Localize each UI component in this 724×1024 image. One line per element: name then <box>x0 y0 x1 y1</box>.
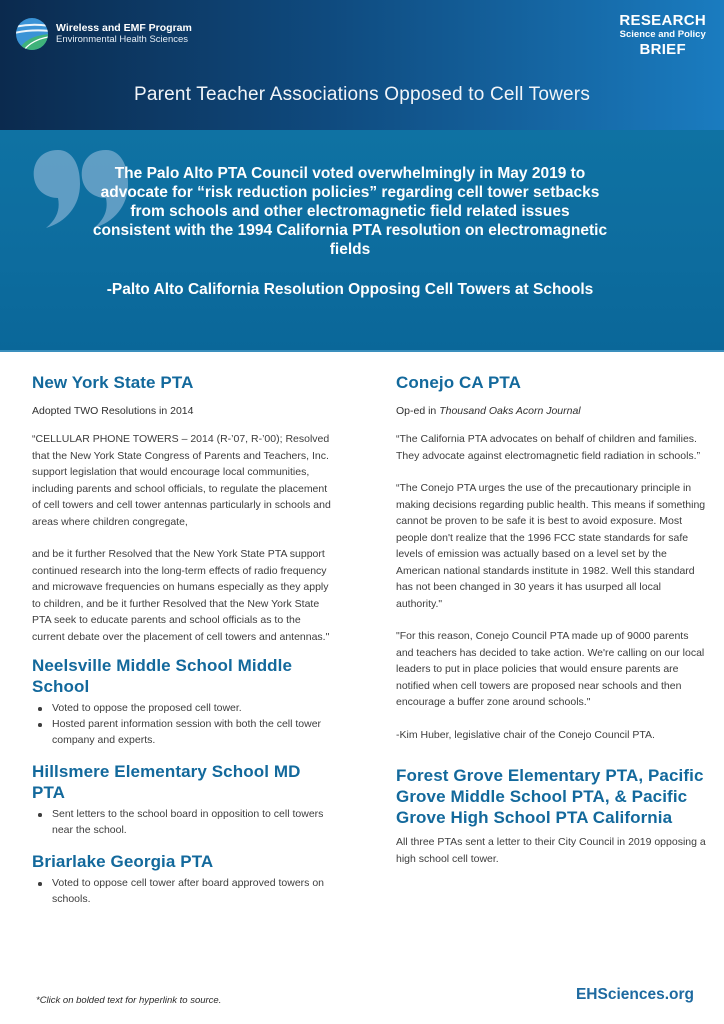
neelsville-bullets <box>32 700 332 748</box>
left-column <box>32 372 332 907</box>
briarlake-bullets <box>32 875 332 907</box>
quote-text: The Palo Alto PTA Council voted overwhelmingly in May 2019 to advocate for “risk reduction policies” regarding cell tower setbacks from schools and other electromagnetic field related issues consistent with the 1994 California PTA resolution on electromagnetic fields <box>92 165 608 258</box>
section-neelsville <box>32 655 332 748</box>
list-item: Voted to oppose the proposed cell tower. <box>32 700 332 716</box>
page-title: Parent Teacher Associations Opposed to Cell Towers <box>133 84 591 105</box>
heading-hillsmere[interactable]: Hillsmere Elementary School MD PTA <box>32 762 301 802</box>
conejo-paragraph-2: “The Conejo PTA urges the use of the precautionary principle in making decisions regarding public health. This means if something cannot be proven to be safe it is best to avoid exposure. Most people don't realize that the 1996 FCC state standards for safe levels of emission was actually based on a level set by the American national standards institute in 1982. Well this standard has not been changed in 30 years it has usurped all local authority." <box>396 482 706 610</box>
globe-leaf-logo-icon <box>14 16 50 52</box>
conejo-subheading-prefix: Op-ed in <box>396 405 440 417</box>
heading-briarlake[interactable]: Briarlake Georgia PTA <box>32 852 214 871</box>
conejo-attribution: -Kim Huber, legislative chair of the Conejo Council PTA. <box>396 728 655 741</box>
list-item: Voted to oppose cell tower after board approved towers on schools. <box>32 875 332 907</box>
conejo-subheading <box>396 404 706 419</box>
research-brief-badge <box>619 12 706 58</box>
badge-line-science-policy: Science and Policy <box>619 29 706 40</box>
footer-site-link[interactable]: EHSciences.org <box>575 986 694 1003</box>
section-hillsmere <box>32 761 332 838</box>
right-column <box>396 372 706 867</box>
logo-title: Wireless and EMF Program <box>56 22 192 34</box>
conejo-paragraph-1: “The California PTA advocates on behalf of children and families. They advocate against electromagnetic field radiation in schools.” <box>396 433 701 462</box>
hillsmere-bullets <box>32 806 332 838</box>
section-pacific-grove <box>396 765 706 867</box>
footer-note: *Click on bolded text for hyperlink to source. <box>36 995 222 1006</box>
badge-line-research: RESEARCH <box>619 12 706 29</box>
pacific-grove-body: All three PTAs sent a letter to their City Council in 2019 opposing a high school cell tower. <box>396 836 706 865</box>
conejo-publication: Thousand Oaks Acorn Journal <box>439 405 581 417</box>
badge-line-brief: BRIEF <box>639 41 686 58</box>
list-item: Sent letters to the school board in opposition to cell towers near the school. <box>32 806 332 838</box>
heading-neelsville[interactable]: Neelsville Middle School Middle School <box>32 656 293 696</box>
heading-new-york-state-pta[interactable]: New York State PTA <box>32 373 194 392</box>
program-logo[interactable] <box>14 16 192 52</box>
section-conejo <box>396 372 706 743</box>
logo-subtitle: Environmental Health Sciences <box>56 34 189 45</box>
heading-pacific-grove[interactable]: Forest Grove Elementary PTA, Pacific Grove Middle School PTA, & Pacific Grove High School PTA California <box>396 766 704 827</box>
header-banner <box>0 0 724 130</box>
section-new-york-state-pta <box>32 372 332 645</box>
heading-conejo[interactable]: Conejo CA PTA <box>396 373 522 392</box>
featured-quote-band <box>0 130 724 352</box>
quote-attribution[interactable]: -Palto Alto California Resolution Opposing Cell Towers at Schools <box>106 281 594 298</box>
new-york-paragraph-2: and be it further Resolved that the New York State PTA support continued research into the long-term effects of radio frequency and microwave frequencies on humans especially as they apply to children, and be it further Resolved that the New York State PTA seek to educate parents and school officials as to the current debate over the placement of cell towers and antennas." <box>32 548 330 643</box>
conejo-paragraph-3: "For this reason, Conejo Council PTA made up of 9000 parents and teachers has decided to take action. We're calling on our local leaders to put in place policies that would ensure parents are notified when cell towers are proposed near schools and then encourage a buffer zone around schools." <box>396 630 705 708</box>
new-york-paragraph-1: “CELLULAR PHONE TOWERS – 2014 (R-’07, R-’00); Resolved that the New York State Congress of Parents and Teachers, Inc. support legislation that would encourage local communities, including parents and school officials, to regulate the placement of cell towers and cell tower antennas particularly in schools and areas where children congregate, <box>32 433 331 528</box>
list-item: Hosted parent information session with both the cell tower company and experts. <box>32 716 332 748</box>
new-york-subheading: Adopted TWO Resolutions in 2014 <box>32 405 194 417</box>
section-briarlake <box>32 851 332 907</box>
